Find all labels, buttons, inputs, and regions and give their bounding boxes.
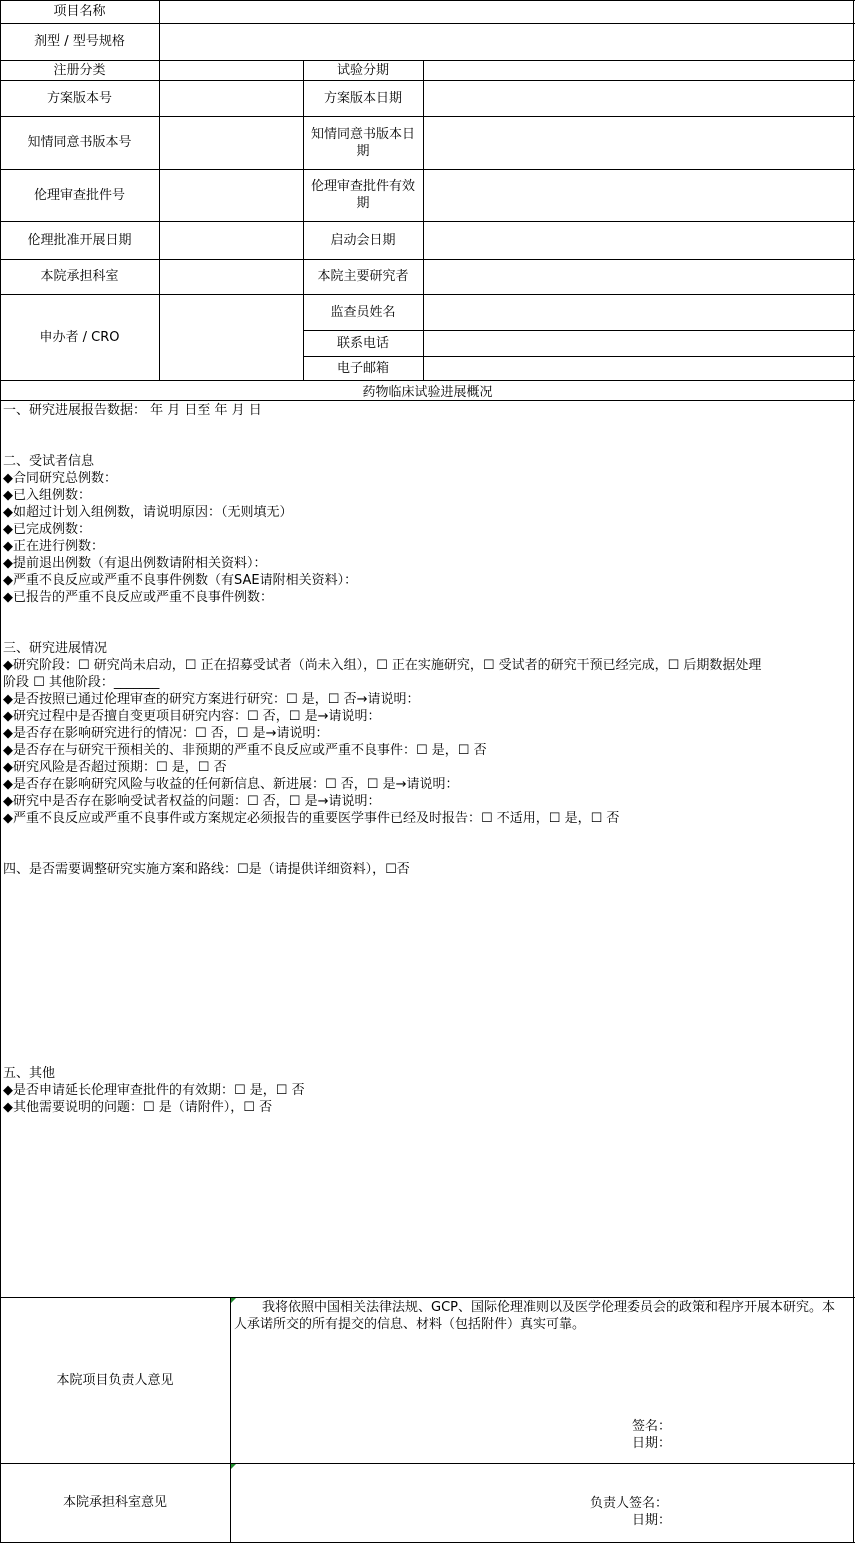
other-section-title: 五、其他: [3, 1066, 56, 1081]
monitor-name-label: 监查员姓名: [330, 304, 396, 320]
dept-opinion-field[interactable]: [231, 1464, 853, 1542]
project-name-label: 项目名称: [53, 4, 106, 19]
adjustment-section-line: 四、是否需要调整研究实施方案和路线：☐是（请提供详细资料），☐否: [3, 862, 410, 877]
subjects-item: ◆如超过计划入组例数，请说明原因：（无则填无）: [3, 505, 293, 520]
subjects-item: ◆提前退出例数（有退出例数请附相关资料）：: [3, 556, 267, 571]
commitment-statement: 我将依照中国相关法律法规、GCP、国际伦理准则以及医学伦理委员会的政策和程序开展本研究。本人承诺所交的所有提交的信息、材料（包括附件）真实可靠。: [234, 1300, 835, 1332]
subjects-item: ◆严重不良反应或严重不良事件例数（有SAE请附相关资料）：: [3, 573, 358, 588]
dosage-spec-field[interactable]: [160, 24, 853, 60]
consent-version-field[interactable]: [160, 117, 303, 169]
email-label: 电子邮箱: [336, 360, 389, 376]
protocol-date-label: 方案版本日期: [323, 90, 402, 106]
date-label: 日期：: [632, 1436, 672, 1451]
phone-field[interactable]: [424, 331, 853, 356]
sponsor-field[interactable]: [160, 295, 303, 380]
monitor-name-field[interactable]: [424, 295, 853, 330]
ethics-approval-no-field[interactable]: [160, 170, 303, 221]
grid-line: [853, 0, 854, 1543]
ethics-validity-label-line2: 期: [356, 196, 370, 211]
subjects-item: ◆合同研究总例数：: [3, 471, 117, 486]
department-field[interactable]: [160, 260, 303, 294]
protocol-version-field[interactable]: [160, 81, 303, 116]
registration-class-field[interactable]: [160, 61, 303, 80]
phone-label: 联系电话: [336, 335, 389, 351]
pi-label: 本院主要研究者: [317, 269, 409, 284]
progress-item: ◆是否按照已通过伦理审查的研究方案进行研究：☐ 是，☐ 否→请说明：: [3, 692, 420, 707]
department-label: 本院承担科室: [40, 269, 119, 284]
ethics-validity-label: [303, 169, 423, 221]
ethics-validity-field[interactable]: [424, 170, 853, 221]
protocol-date-field[interactable]: [424, 81, 853, 116]
comment-marker-icon: [231, 1464, 236, 1469]
other-item: ◆是否申请延长伦理审查批件的有效期：☐ 是，☐ 否: [3, 1083, 305, 1098]
progress-item: 阶段 ☐ 其他阶段：_______: [3, 675, 160, 690]
progress-item: ◆是否存在影响研究风险与收益的任何新信息、新进展：☐ 否，☐ 是→请说明：: [3, 777, 459, 792]
registration-class-label: 注册分类: [53, 62, 106, 78]
report-period-line: 一、研究进展报告数据： 年 月 日至 年 月 日: [3, 403, 262, 418]
dosage-spec-label: 剂型 / 型号规格: [34, 34, 125, 49]
consent-version-label: 知情同意书版本号: [27, 135, 132, 150]
subjects-section-title: 二、受试者信息: [3, 454, 95, 469]
dept-opinion-label: 本院承担科室意见: [62, 1495, 167, 1510]
pi-opinion-field[interactable]: [231, 1298, 853, 1463]
subjects-item: ◆正在进行例数：: [3, 539, 104, 554]
consent-date-label-line2: 期: [356, 143, 370, 159]
signature-label: 签名：: [632, 1419, 672, 1434]
consent-date-label: [303, 116, 423, 169]
ethics-validity-label-line1: 伦理审查批件有效: [310, 179, 415, 194]
head-signature-label: 负责人签名：: [590, 1496, 669, 1511]
kickoff-date-field[interactable]: [424, 222, 853, 259]
other-item: ◆其他需要说明的问题：☐ 是（请附件），☐ 否: [3, 1100, 273, 1115]
trial-phase-label: 试验分期: [336, 62, 389, 78]
subjects-item: ◆已入组例数：: [3, 488, 91, 503]
progress-item: ◆是否存在与研究干预相关的、非预期的严重不良反应或严重不良事件：☐ 是，☐ 否: [3, 743, 487, 758]
subjects-item: ◆已完成例数：: [3, 522, 91, 537]
sponsor-label: 申办者 / CRO: [39, 329, 120, 345]
project-name-field[interactable]: [160, 1, 853, 23]
ethics-start-date-field[interactable]: [160, 222, 303, 259]
dept-date-label: 日期：: [632, 1513, 672, 1528]
ethics-approval-no-label: 伦理审查批件号: [33, 187, 125, 203]
progress-item: ◆研究过程中是否擅自变更项目研究内容：☐ 否，☐ 是→请说明：: [3, 709, 381, 724]
pi-opinion-label: 本院项目负责人意见: [56, 1372, 174, 1388]
subjects-item: ◆已报告的严重不良反应或严重不良事件例数：: [3, 590, 273, 605]
consent-date-label-line1: 知情同意书版本日: [310, 126, 415, 142]
section-title: 药物临床试验进展概况: [362, 384, 493, 400]
kickoff-date-label: 启动会日期: [330, 232, 396, 248]
protocol-version-label: 方案版本号: [46, 90, 112, 106]
pi-field[interactable]: [424, 260, 853, 294]
email-field[interactable]: [424, 357, 853, 380]
grid-line: [0, 1542, 855, 1543]
progress-item: ◆研究风险是否超过预期：☐ 是，☐ 否: [3, 760, 227, 775]
progress-item: ◆是否存在影响研究进行的情况：☐ 否，☐ 是→请说明：: [3, 726, 329, 741]
ethics-start-date-label: 伦理批准开展日期: [27, 232, 132, 248]
progress-item: ◆严重不良反应或严重不良事件或方案规定必须报告的重要医学事件已经及时报告：☐ 不适用，☐ 是，☐ 否: [3, 811, 620, 826]
progress-item: ◆研究中是否存在影响受试者权益的问题：☐ 否，☐ 是→请说明：: [3, 794, 381, 809]
progress-item: ◆研究阶段：☐ 研究尚未启动，☐ 正在招募受试者（尚未入组），☐ 正在实施研究，☐ 受试者的研究干预已经完成，☐ 后期数据处理: [3, 658, 762, 673]
trial-phase-field[interactable]: [424, 61, 853, 80]
progress-section-title: 三、研究进展情况: [3, 641, 108, 656]
consent-date-field[interactable]: [424, 117, 853, 169]
report-body[interactable]: [1, 401, 853, 1297]
